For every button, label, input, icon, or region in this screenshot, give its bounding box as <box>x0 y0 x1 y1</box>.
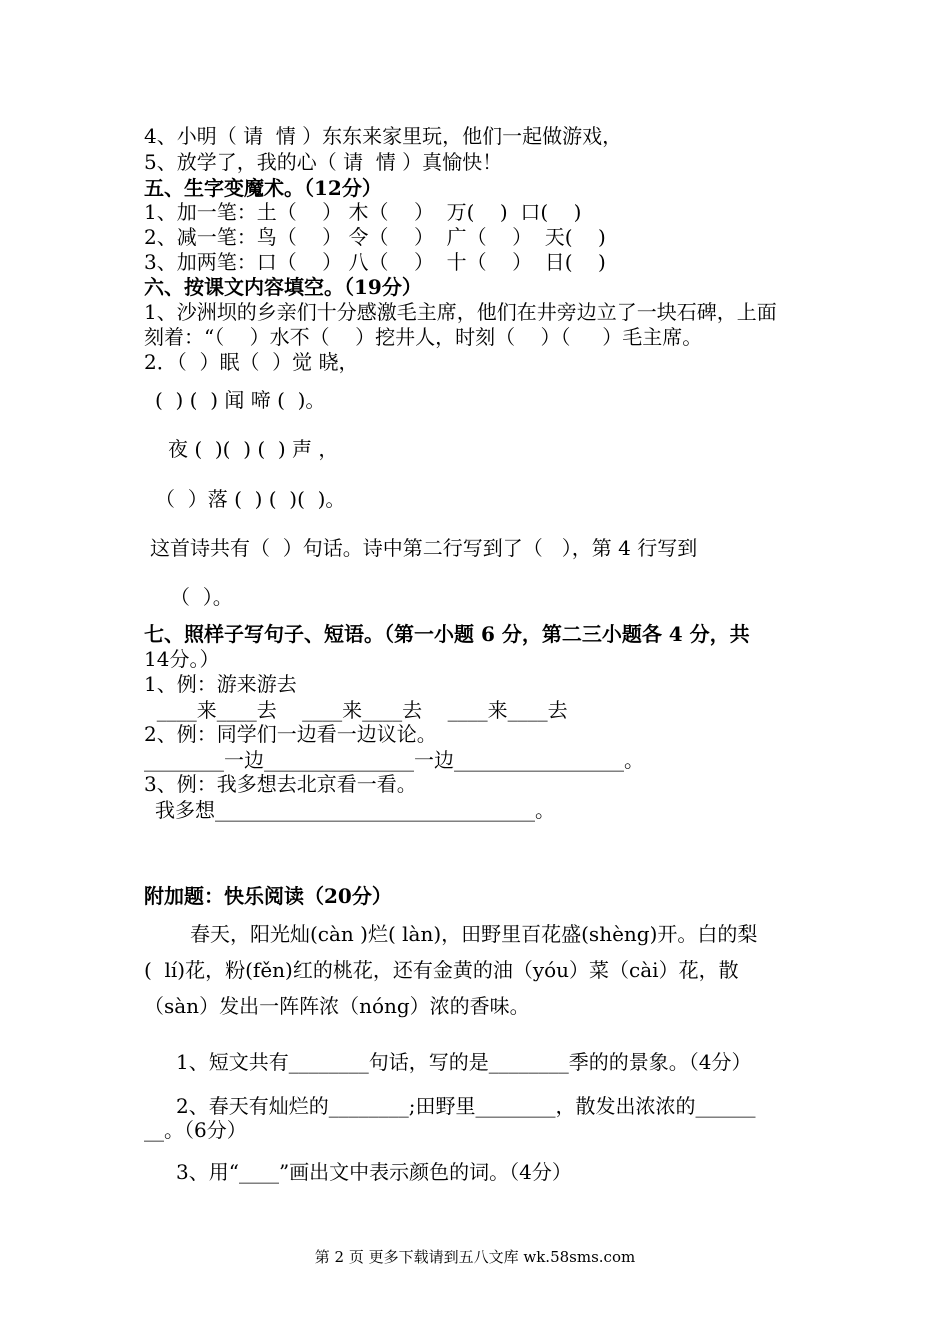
text-line: （ ）。 <box>170 585 233 609</box>
text-line: 14分。） <box>144 647 220 671</box>
text-line: 1、例：游来游去 <box>144 672 297 696</box>
text-line: 3、加两笔：口（ ） 八（ ） 十（ ） 日( ) <box>144 250 606 274</box>
text-line: 1、短文共有________句话，写的是________季的的景象。（4分） <box>176 1050 752 1074</box>
text-line: （ ）落 ( ) ( )( )。 <box>155 487 346 511</box>
text-line: 5、放学了，我的心（ 请 情 ）真愉快！ <box>144 150 503 174</box>
text-line: 这首诗共有（ ）句话。诗中第二行写到了（ ），第 4 行写到 <box>150 536 698 560</box>
text-line: 春天，阳光灿(càn )烂( làn)，田野里百花盛(shèng)开。白的梨 <box>190 922 758 946</box>
text-line: 1、沙洲坝的乡亲们十分感激毛主席，他们在井旁边立了一块石碑，上面 <box>144 300 777 324</box>
section-heading: 七、照样子写句子、短语。（第一小题 6 分，第二三小题各 4 分，共 <box>144 622 750 646</box>
text-line: 3、例：我多想去北京看一看。 <box>144 772 417 796</box>
text-line: ____来____去 ____来____去 ____来____去 <box>144 698 568 722</box>
text-line: ( lí)花，粉(fěn)红的桃花，还有金黄的油（yóu）菜（cài）花，散 <box>144 958 739 982</box>
page-footer: 第 2 页 更多下载请到五八文库 wk.58sms.com <box>314 1248 636 1266</box>
text-line: 1、加一笔：土（ ） 木（ ） 万( ) 口( ) <box>144 200 582 224</box>
text-line: 2．（ ）眠（ ）觉 晓， <box>144 350 359 374</box>
text-line: 我多想________________________________。 <box>155 798 555 822</box>
text-line: 夜 ( )( ) ( ) 声 ， <box>168 437 339 461</box>
section-heading: 五、生字变魔术。（12分） <box>144 176 382 200</box>
text-line: ( ) ( ) 闻 啼 ( )。 <box>155 388 326 412</box>
text-line: 刻着：“（ ）水不（ ）挖井人，时刻（ ）（ ）毛主席。 <box>144 325 703 349</box>
text-line: __。（6分） <box>144 1118 247 1142</box>
section-heading: 附加题：快乐阅读（20分） <box>144 884 392 908</box>
section-heading: 六、按课文内容填空。（19分） <box>144 275 422 299</box>
text-line: ________一边_______________一边_________________。 <box>144 748 644 772</box>
text-line: 2、减一笔：鸟（ ） 令（ ） 广（ ） 天( ) <box>144 225 606 249</box>
text-line: 2、春天有灿烂的________;田野里________，散发出浓浓的______ <box>176 1094 756 1118</box>
text-line: 2、例：同学们一边看一边议论。 <box>144 722 437 746</box>
text-line: （sàn）发出一阵阵浓（nóng）浓的香味。 <box>144 994 530 1018</box>
text-line: 3、用“____”画出文中表示颜色的词。（4分） <box>176 1160 572 1184</box>
text-line: 4、小明（ 请 情 ）东东来家里玩，他们一起做游戏， <box>144 124 623 148</box>
